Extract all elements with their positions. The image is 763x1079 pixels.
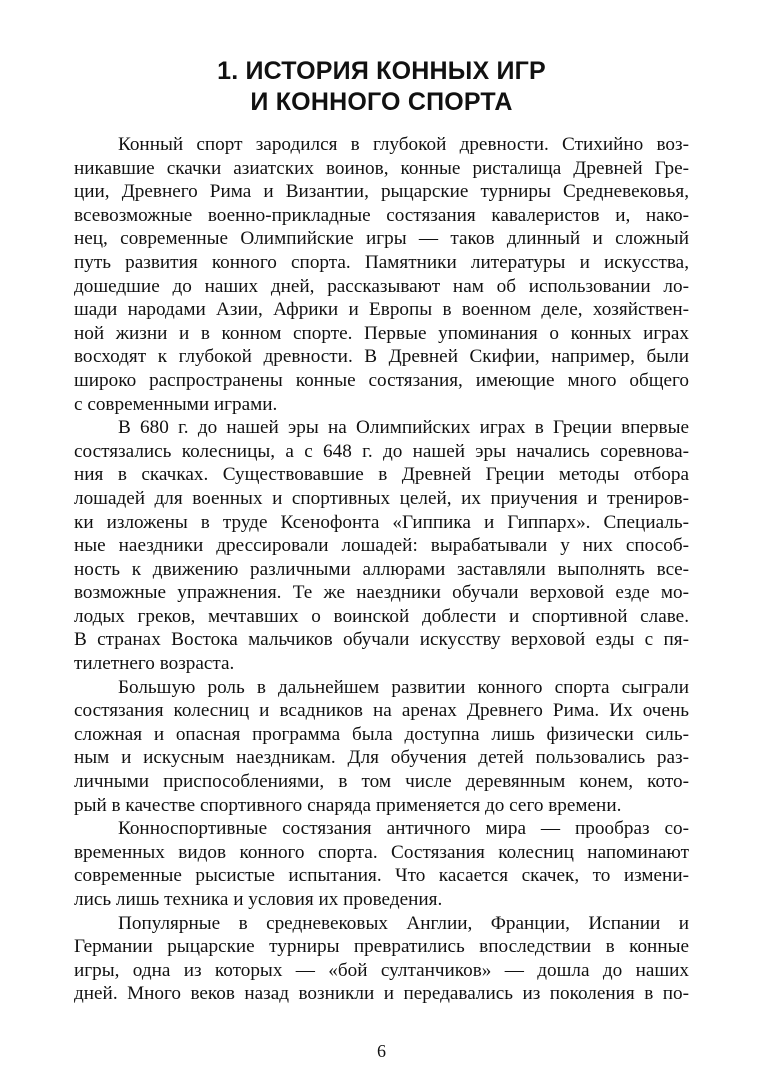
text-line: дошедшие до наших дней, рассказывают нам об использовании ло- — [74, 275, 689, 297]
text-line: ные наездники дрессировали лошадей: вырабатывали у них способ- — [74, 535, 689, 557]
text-line: временных видов конного спорта. Состязания колесниц напоминают — [74, 841, 689, 863]
text-line: состязались колесницы, а с 648 г. до нашей эры начались соревнова- — [74, 440, 689, 462]
text-line: личными приспособлениями, в том числе деревянным конем, кото- — [74, 771, 689, 793]
text-line: ния в скачках. Существовавшие в Древней Греции методы отбора — [74, 464, 689, 486]
chapter-title — [60, 56, 703, 118]
paragraph — [74, 912, 689, 1006]
text-line: ным и искусным наездникам. Для обучения детей пользовались раз- — [74, 747, 689, 769]
text-line: ки изложены в труде Ксенофонта «Гиппика и Гиппарх». Специаль- — [74, 511, 689, 533]
text-line: Конный спорт зародился в глубокой древности. Стихийно воз- — [118, 134, 689, 155]
text-line: сложная и опасная программа была доступна лишь физически силь- — [74, 723, 689, 745]
text-line: ной жизни и в конном спорте. Первые упоминания о конных играх — [74, 322, 689, 344]
text-line: нец, современные Олимпийские игры — таков длинный и сложный — [74, 228, 689, 250]
chapter-title-line-1: 1. ИСТОРИЯ КОННЫХ ИГР — [217, 57, 546, 85]
text-line: путь развития конного спорта. Памятники литературы и искусства, — [74, 251, 689, 273]
text-line: В 680 г. до нашей эры на Олимпийских играх в Греции впервые — [118, 417, 689, 439]
page-number: 6 — [377, 1041, 386, 1061]
text-line: игры, одна из которых — «бой султанчиков» — дошла до наших — [74, 959, 689, 981]
text-line: всевозможные военно-прикладные состязания кавалеристов и, нако- — [74, 204, 689, 226]
paragraph — [74, 416, 689, 676]
text-line: состязания колесниц и всадников на аренах Древнего Рима. Их очень — [74, 700, 689, 722]
text-line: ции, Древнего Рима и Византии, рыцарские турниры Средневековья, — [74, 181, 689, 203]
chapter-title-line-2: И КОННОГО СПОРТА — [250, 88, 513, 116]
text-line: рый в качестве спортивного снаряда применяется до сего времени. — [74, 794, 622, 816]
text-line: ность к движению различными аллюрами заставляли выполнять всe- — [74, 558, 689, 580]
text-line: восходят к глубокой древности. В Древней Скифии, например, были — [74, 346, 689, 368]
text-line: с современными играми. — [74, 393, 278, 415]
paragraph — [74, 133, 689, 416]
text-line: широко распространены конные состязания, имеющие много общего — [74, 369, 689, 391]
text-line: Популярные в средневековых Англии, Франции, Испании и — [118, 912, 689, 934]
text-line: дней. Много веков назад возникли и передавались из поколения в по- — [74, 983, 689, 1005]
text-line: В странах Востока мальчиков обучали искусству верховой езды с пя- — [74, 629, 689, 651]
text-line: шади народами Азии, Африки и Европы в военном деле, хозяйствен- — [74, 299, 689, 321]
text-line: тилетнего возраста. — [74, 653, 235, 675]
text-line: лошадей для военных и спортивных целей, их приучения и трениров- — [74, 487, 689, 509]
text-line: лись лишь техника и условия их проведения. — [74, 889, 443, 910]
paragraph — [74, 676, 689, 818]
text-line: современные рысистые испытания. Что касается скачек, то измени- — [74, 865, 689, 887]
body-text — [74, 133, 689, 1006]
text-line: Большую роль в дальнейшем развитии конного спорта сыграли — [118, 676, 689, 698]
text-line: лодых греков, мечтавших о воинской доблести и спортивной славе. — [74, 605, 689, 627]
text-line: возможные упражнения. Те же наездники обучали верховой езде мо- — [74, 582, 689, 604]
text-line: Германии рыцарские турниры превратились впоследствии в конные — [74, 936, 689, 958]
text-line: Конноспортивные состязания античного мира — прообраз со- — [118, 818, 689, 840]
text-line: никавшие скачки азиатских воинов, конные ристалища Древней Гре- — [74, 157, 689, 179]
paragraph — [74, 817, 689, 911]
